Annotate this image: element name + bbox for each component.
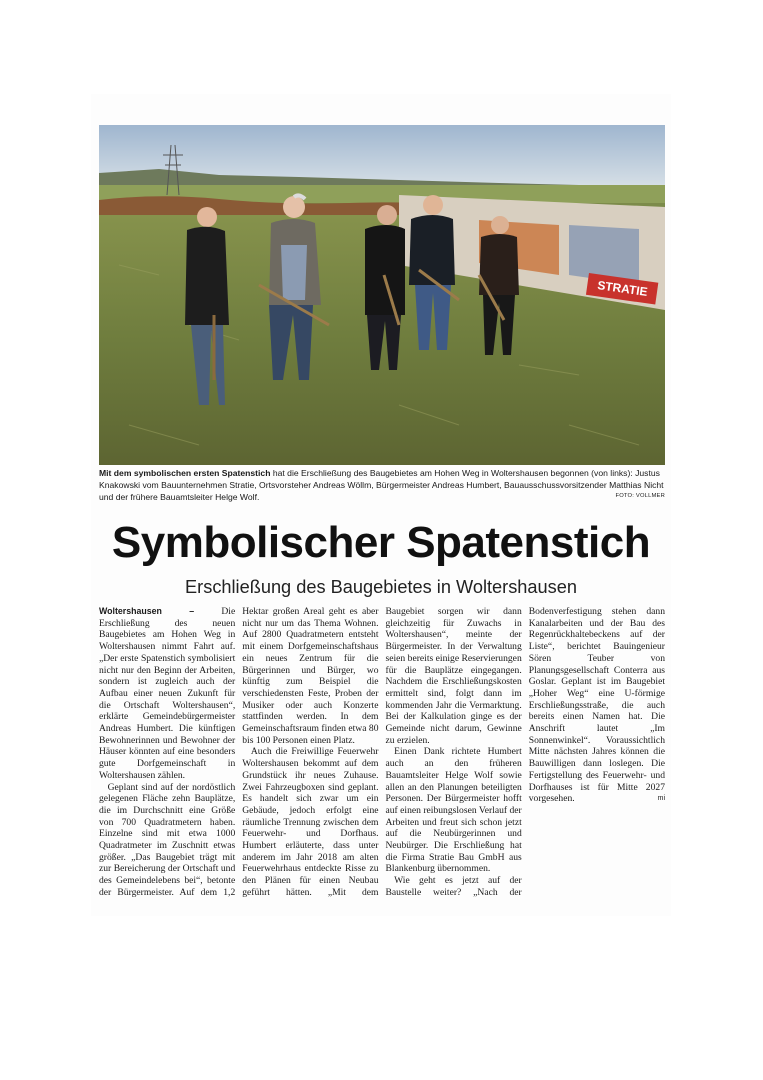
article-headline: Symbolischer Spatenstich [111,518,651,567]
author-initials: mi [657,795,665,803]
banner-text: STRATIE [596,278,649,299]
article-body [99,606,665,902]
article-subheadline: Erschließung des Baugebietes in Woltershausen [185,577,577,597]
caption-lead: Mit dem symbolischen ersten Spatenstich [99,468,271,478]
groundbreaking-photo-illustration [99,125,665,465]
article-photo [99,125,665,465]
article-paragraph: Auch die Freiwillige Feuerwehr Woltershausen bekommt auf dem Grundstück ihr neues Zuhause. Zwei Fahrzeugboxen sind geplant. Es handelt sich zwar um ein Gebäude, jedoch erfolgt eine räumliche Trennung zwischen dem Feuerwehr- und Dorfhaus. Humbert erläuterte, dass unter anderem im Jahr 2018 am alten Feuerwehrhaus entdeckte Risse zu den Plänen für einen Neubau geführt hätten. „Mit dem Baugebiet sorgen wir dann gleichzeitig für Zuwachs in Woltershausen“, meinte der Bürgermeister. In der Verwaltung seien bereits einige Reservierungen für die Bauplätze eingegangen. Nachdem die Erschließungskosten ermittelt sind, folgt dann im kommenden Jahr die Vermarktung. Bei der Kalkulation ginge es der Gemeinde nicht darum, Gewinne zu erzielen. [242,606,522,898]
article-paragraph: Woltershausen – Die Erschließung des neuen Baugebietes am Hohen Weg in Woltershausen nimmt Fahrt auf. „Der erste Spatenstich symbolisiert nicht nur den Beginn der Arbeiten, sondern ist zugleich auch der Aufbau einer neuen Zukunft für die Ortschaft Woltershausen“, erklärte Gemeindebürgermeister Andreas Humbert. Die künftigen Bewohnerinnen und Bewohner der Häuser könnten auf eine besonders gute Dorfgemeinschaft in Woltershausen zählen. [99,606,236,781]
article-paragraph: Einen Dank richtete Humbert auch an den früheren Bauamtsleiter Helge Wolf sowie allen an den Planungen beteiligten Personen. Der Bürgermeister hofft auf einen reibungslosen Verlauf der Arbeiten und freut sich schon jetzt auf die Neubürgerinnen und Neubürger. Die Erschließung hat die Firma Stratie Bau GmbH aus Blankenburg übernommen. [385,746,522,875]
dateline: Woltershausen – [99,606,195,616]
caption-text: hat die Erschließung des Baugebietes am Hohen Weg in Woltershausen begonnen (von links): Justus Knakowski vom Bauunternehmen Stratie, Ortsvorsteher Andreas Wöllm, Bürgermeister Andreas Humbert, Bauausschussvorsitzender Matthias Nicht und der frühere Bauamtsleiter Helge Wolf. [99,468,664,503]
photo-caption [99,467,665,504]
article-paragraph: Wie geht es jetzt auf der Baustelle weiter? „Nach der Bodenverfestigung stehen dann Kanalarbeiten und der Bau des Regenrückhaltebeckens auf der Liste“, berichtet Bauingenieur Sören Teuber von Planungsgesellschaft Conterra aus Goslar. Geplant ist im Baugebiet „Hoher Weg“ eine U-förmige Erschließungsstraße, die auch bereits einen Namen hat. Die Anschrift lautet „Im Sonnenwinkel“. Voraussichtlich Mitte nächsten Jahres können die Bauwilligen dann loslegen. Die Fertigstellung des Feuerwehr- und Dorfhauses ist für Mitte 2027 vorgesehen. mi [385,606,665,898]
photo-credit: FOTO: VOLLMER [615,493,665,499]
article-paragraph: Geplant sind auf der nordöstlich gelegenen Fläche zehn Bauplätze, die im Durchschnitt eine Größe von 700 Quadratmetern haben. Einzelne sind mit etwa 1000 Quadratmeter im Zuschnitt etwas größer. „Das Baugebiet trägt mit zur Bereicherung der Ortschaft und des Gemeindelebens bei“, betonte der Bürgermeister. Auf dem 1,2 Hektar großen Areal geht es aber nicht nur um das Thema Wohnen. Auf 2800 Quadratmetern entsteht mit einem Dorfgemeinschaftshaus ein neues Zentrum für die Bürgerinnen und Bürger, wo künftig zum Beispiel die verschiedensten Feste, Proben der Musiker oder auch Konzerte stattfinden werden. In dem Gemeinschaftsraum finden etwa 80 bis 100 Personen einen Platz. [99,606,379,898]
